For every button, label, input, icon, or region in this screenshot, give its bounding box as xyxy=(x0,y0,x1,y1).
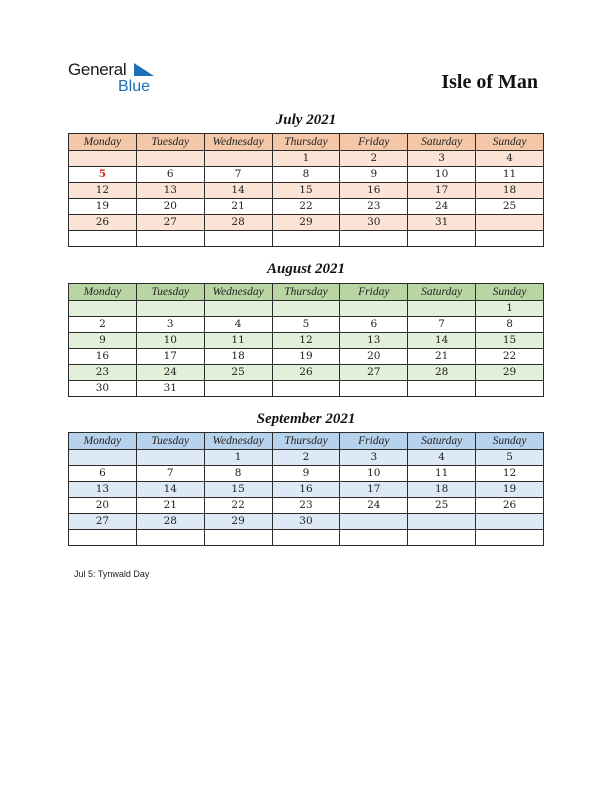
month-title-september: September 2021 xyxy=(256,411,356,427)
day-cell: 18 xyxy=(204,349,272,365)
calendar-august xyxy=(68,283,544,397)
month-title-july: July 2021 xyxy=(275,112,337,128)
weekday-header: Friday xyxy=(340,433,408,450)
day-cell: 15 xyxy=(476,333,544,349)
day-cell: 25 xyxy=(476,199,544,215)
logo-text-general: General xyxy=(68,60,127,79)
day-cell xyxy=(476,530,544,546)
day-cell: 10 xyxy=(136,333,204,349)
day-cell: 2 xyxy=(272,450,340,466)
week-row xyxy=(69,231,544,247)
day-cell: 11 xyxy=(476,167,544,183)
day-cell: 2 xyxy=(69,317,137,333)
day-cell: 3 xyxy=(136,317,204,333)
day-cell xyxy=(136,301,204,317)
day-cell: 8 xyxy=(476,317,544,333)
day-cell: 14 xyxy=(408,333,476,349)
day-cell xyxy=(204,151,272,167)
weekday-header-row xyxy=(69,284,544,301)
day-cell: 3 xyxy=(408,151,476,167)
weekday-header: Saturday xyxy=(408,284,476,301)
day-cell: 20 xyxy=(69,498,137,514)
week-row xyxy=(69,450,544,466)
day-cell: 31 xyxy=(408,215,476,231)
weekday-header: Thursday xyxy=(272,134,340,151)
day-cell: 14 xyxy=(136,482,204,498)
day-cell xyxy=(408,231,476,247)
day-cell xyxy=(340,231,408,247)
day-cell: 18 xyxy=(476,183,544,199)
day-cell: 21 xyxy=(408,349,476,365)
day-cell xyxy=(476,381,544,397)
day-cell: 1 xyxy=(476,301,544,317)
day-cell: 12 xyxy=(69,183,137,199)
day-cell: 12 xyxy=(272,333,340,349)
day-cell: 23 xyxy=(340,199,408,215)
day-cell xyxy=(204,530,272,546)
weekday-header: Wednesday xyxy=(204,284,272,301)
weekday-header: Tuesday xyxy=(136,134,204,151)
day-cell: 13 xyxy=(136,183,204,199)
day-cell xyxy=(408,381,476,397)
day-cell: 6 xyxy=(340,317,408,333)
day-cell: 19 xyxy=(69,199,137,215)
day-cell xyxy=(340,530,408,546)
weekday-header: Saturday xyxy=(408,433,476,450)
day-cell: 30 xyxy=(272,514,340,530)
day-cell: 21 xyxy=(136,498,204,514)
weekday-header: Friday xyxy=(340,284,408,301)
weekday-header: Monday xyxy=(69,134,137,151)
day-cell xyxy=(476,231,544,247)
day-cell xyxy=(272,301,340,317)
day-cell: 29 xyxy=(204,514,272,530)
day-cell xyxy=(272,530,340,546)
day-cell xyxy=(204,381,272,397)
weekday-header: Saturday xyxy=(408,134,476,151)
day-cell: 8 xyxy=(272,167,340,183)
day-cell xyxy=(69,301,137,317)
day-cell: 16 xyxy=(69,349,137,365)
weekday-header: Monday xyxy=(69,433,137,450)
calendar-september xyxy=(68,432,544,546)
weekday-header-row xyxy=(69,134,544,151)
day-cell: 17 xyxy=(340,482,408,498)
day-cell xyxy=(69,530,137,546)
day-cell: 5 xyxy=(476,450,544,466)
day-cell: 11 xyxy=(408,466,476,482)
day-cell xyxy=(136,151,204,167)
day-cell: 31 xyxy=(136,381,204,397)
weekday-header: Sunday xyxy=(476,134,544,151)
day-cell xyxy=(272,231,340,247)
day-cell: 29 xyxy=(476,365,544,381)
day-cell: 21 xyxy=(204,199,272,215)
week-row xyxy=(69,349,544,365)
day-cell: 28 xyxy=(408,365,476,381)
day-cell: 7 xyxy=(204,167,272,183)
day-cell: 10 xyxy=(408,167,476,183)
day-cell xyxy=(408,301,476,317)
day-cell: 15 xyxy=(204,482,272,498)
day-cell: 7 xyxy=(136,466,204,482)
day-cell: 20 xyxy=(340,349,408,365)
holiday-day-cell: 5 xyxy=(69,167,137,183)
day-cell: 16 xyxy=(272,482,340,498)
day-cell: 24 xyxy=(136,365,204,381)
week-row xyxy=(69,498,544,514)
day-cell: 23 xyxy=(69,365,137,381)
weekday-header: Sunday xyxy=(476,284,544,301)
day-cell: 23 xyxy=(272,498,340,514)
weekday-header: Wednesday xyxy=(204,134,272,151)
day-cell: 22 xyxy=(272,199,340,215)
day-cell: 3 xyxy=(340,450,408,466)
weekday-header-row xyxy=(69,433,544,450)
day-cell xyxy=(476,514,544,530)
day-cell: 19 xyxy=(272,349,340,365)
week-row xyxy=(69,514,544,530)
day-cell: 16 xyxy=(340,183,408,199)
day-cell: 27 xyxy=(136,215,204,231)
day-cell: 11 xyxy=(204,333,272,349)
day-cell xyxy=(136,231,204,247)
day-cell: 25 xyxy=(204,365,272,381)
weekday-header: Wednesday xyxy=(204,433,272,450)
week-row xyxy=(69,167,544,183)
day-cell: 8 xyxy=(204,466,272,482)
day-cell: 17 xyxy=(136,349,204,365)
day-cell: 26 xyxy=(272,365,340,381)
day-cell: 27 xyxy=(340,365,408,381)
day-cell: 9 xyxy=(340,167,408,183)
day-cell: 25 xyxy=(408,498,476,514)
day-cell: 2 xyxy=(340,151,408,167)
day-cell xyxy=(408,514,476,530)
day-cell: 22 xyxy=(204,498,272,514)
day-cell: 5 xyxy=(272,317,340,333)
day-cell: 26 xyxy=(476,498,544,514)
day-cell xyxy=(340,381,408,397)
month-title-august: August 2021 xyxy=(267,261,345,277)
weekday-header: Friday xyxy=(340,134,408,151)
week-row xyxy=(69,215,544,231)
day-cell: 1 xyxy=(272,151,340,167)
logo-text-blue: Blue xyxy=(118,78,151,95)
day-cell: 1 xyxy=(204,450,272,466)
day-cell: 6 xyxy=(69,466,137,482)
day-cell xyxy=(69,151,137,167)
day-cell: 28 xyxy=(204,215,272,231)
weekday-header: Tuesday xyxy=(136,284,204,301)
day-cell xyxy=(136,530,204,546)
day-cell: 14 xyxy=(204,183,272,199)
day-cell: 9 xyxy=(272,466,340,482)
day-cell: 20 xyxy=(136,199,204,215)
day-cell xyxy=(476,215,544,231)
day-cell xyxy=(204,231,272,247)
generalblue-logo xyxy=(68,60,168,96)
calendar-july xyxy=(68,133,544,247)
day-cell: 17 xyxy=(408,183,476,199)
day-cell xyxy=(69,450,137,466)
weekday-header: Monday xyxy=(69,284,137,301)
day-cell: 22 xyxy=(476,349,544,365)
week-row xyxy=(69,333,544,349)
weekday-header: Thursday xyxy=(272,284,340,301)
day-cell: 4 xyxy=(408,450,476,466)
day-cell xyxy=(340,514,408,530)
day-cell: 9 xyxy=(69,333,137,349)
week-row xyxy=(69,482,544,498)
week-row xyxy=(69,466,544,482)
triangle-flag-icon xyxy=(134,63,154,77)
day-cell: 18 xyxy=(408,482,476,498)
week-row xyxy=(69,199,544,215)
day-cell: 24 xyxy=(408,199,476,215)
holiday-note: Jul 5: Tynwald Day xyxy=(74,569,150,579)
country-title: Isle of Man xyxy=(441,71,538,93)
day-cell: 12 xyxy=(476,466,544,482)
day-cell: 13 xyxy=(69,482,137,498)
day-cell: 6 xyxy=(136,167,204,183)
day-cell: 4 xyxy=(204,317,272,333)
weekday-header: Tuesday xyxy=(136,433,204,450)
week-row xyxy=(69,530,544,546)
day-cell: 28 xyxy=(136,514,204,530)
day-cell xyxy=(408,530,476,546)
day-cell xyxy=(204,301,272,317)
week-row xyxy=(69,151,544,167)
day-cell: 15 xyxy=(272,183,340,199)
week-row xyxy=(69,381,544,397)
day-cell xyxy=(136,450,204,466)
day-cell: 27 xyxy=(69,514,137,530)
day-cell xyxy=(272,381,340,397)
day-cell: 4 xyxy=(476,151,544,167)
day-cell: 30 xyxy=(340,215,408,231)
day-cell: 10 xyxy=(340,466,408,482)
week-row xyxy=(69,301,544,317)
week-row xyxy=(69,317,544,333)
day-cell xyxy=(340,301,408,317)
week-row xyxy=(69,365,544,381)
day-cell: 29 xyxy=(272,215,340,231)
weekday-header: Sunday xyxy=(476,433,544,450)
day-cell: 26 xyxy=(69,215,137,231)
day-cell xyxy=(69,231,137,247)
day-cell: 24 xyxy=(340,498,408,514)
day-cell: 19 xyxy=(476,482,544,498)
day-cell: 7 xyxy=(408,317,476,333)
day-cell: 13 xyxy=(340,333,408,349)
week-row xyxy=(69,183,544,199)
weekday-header: Thursday xyxy=(272,433,340,450)
day-cell: 30 xyxy=(69,381,137,397)
